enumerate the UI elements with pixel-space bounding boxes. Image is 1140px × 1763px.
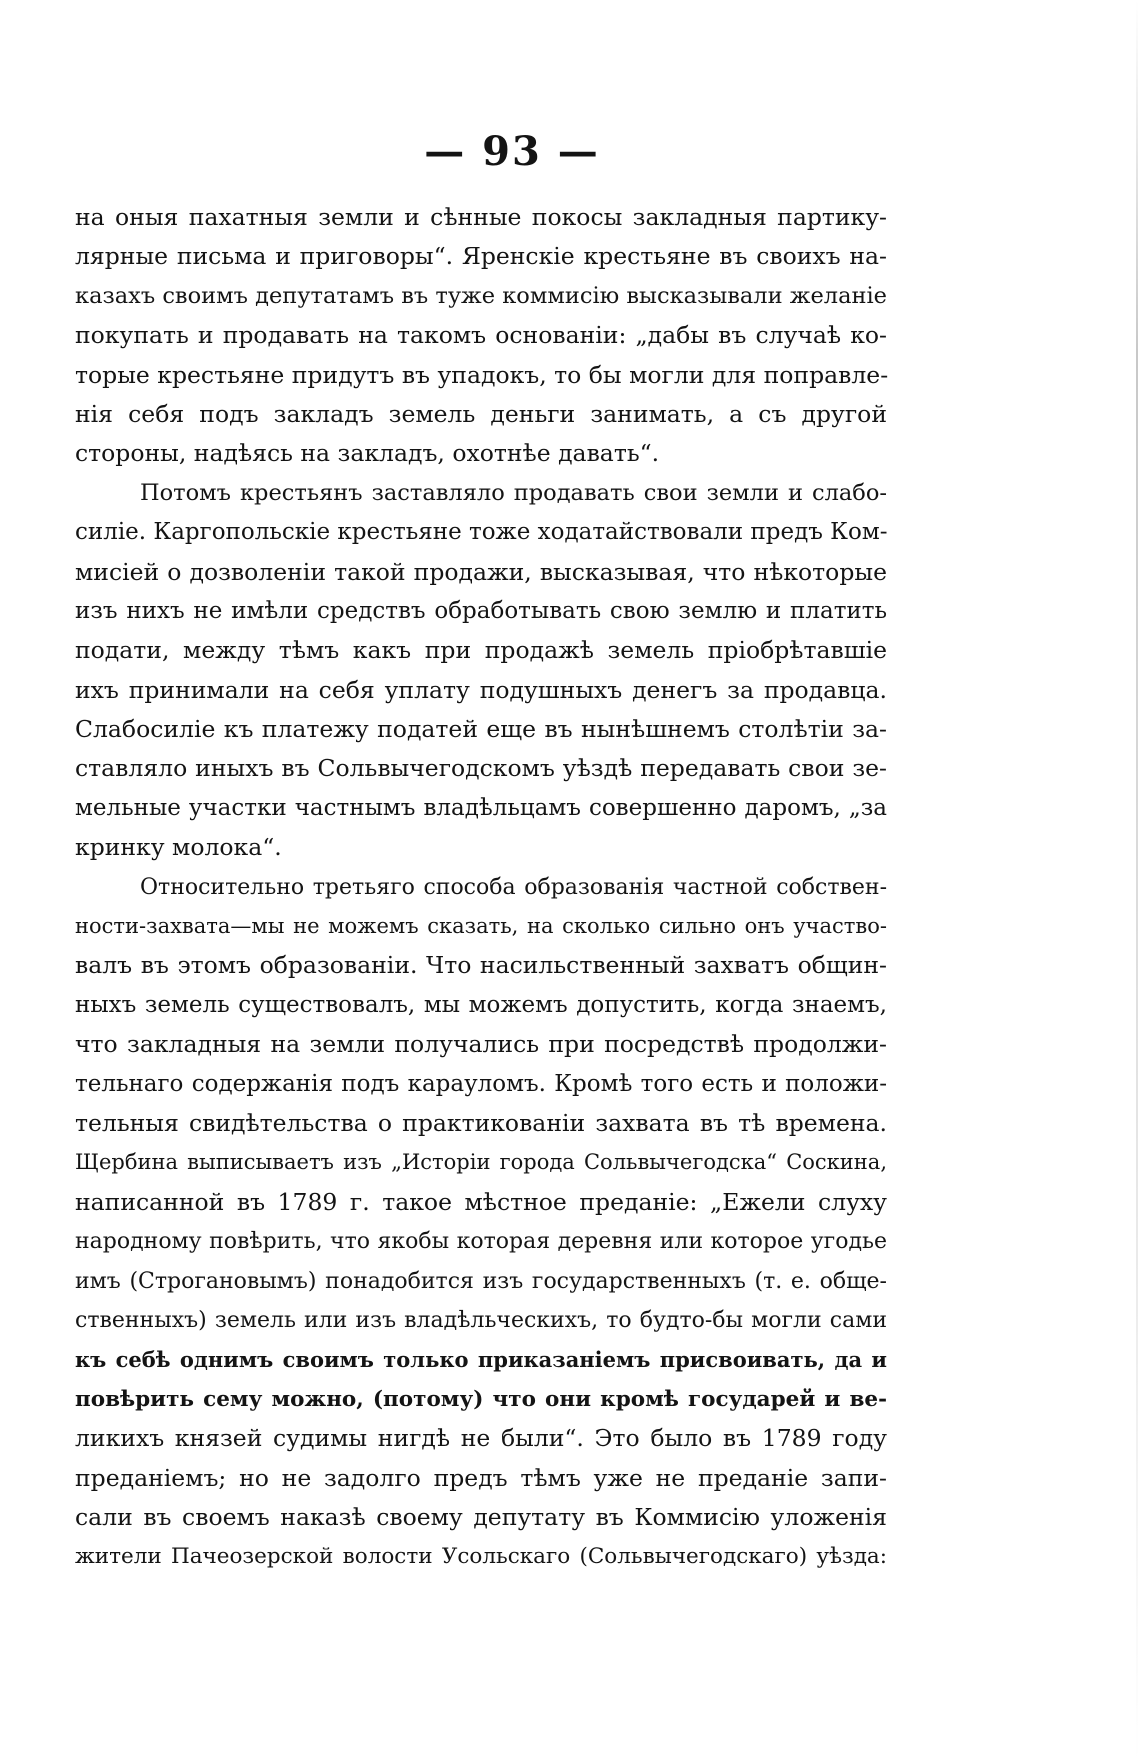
text-line: нія себя подъ закладъ земель деньги занимать, а съ другой: [75, 399, 887, 428]
text-line: ныхъ земель существовалъ, мы можемъ допустить, когда знаемъ,: [75, 991, 887, 1018]
text-line: жители Пачеозерской волости Усольскаго (Сольвычегодскаго) уѣзда:: [75, 1544, 887, 1570]
text-line: на оныя пахатныя земли и сѣнные покосы закладныя партику-: [75, 203, 887, 231]
text-line: подати, между тѣмъ какъ при продажѣ земель пріобрѣтавшіе: [75, 636, 887, 665]
text-line: Потомъ крестьянъ заставляло продавать свои земли и слабо-: [140, 479, 887, 506]
text-line: валъ въ этомъ образованіи. Что насильственный захватъ общин-: [75, 951, 887, 980]
text-line: ности-захвата—мы не можемъ сказать, на сколько сильно онъ участво-: [75, 914, 887, 939]
text-line: ихъ принимали на себя уплату подушныхъ денегъ за продавца.: [75, 675, 887, 704]
text-line: сали въ своемъ наказѣ своему депутату въ Коммисію уложенія: [75, 1502, 887, 1531]
text-line: тельныя свидѣтельства о практикованіи захвата въ тѣ времена.: [75, 1108, 887, 1137]
text-line: ственныхъ) земель или изъ владѣльческихъ, то будто-бы могли сами: [75, 1307, 887, 1333]
text-line: ликихъ князей судимы нигдѣ не были“. Это было въ 1789 году: [75, 1424, 887, 1453]
text-line: народному повѣрить, что якобы которая деревня или которое угодье: [75, 1229, 887, 1255]
text-line: лярные письма и приговоры“. Яренскіе крестьяне въ своихъ на-: [75, 242, 887, 271]
text-line: стороны, надѣясь на закладъ, охотнѣе давать“.: [75, 439, 660, 468]
text-line: торые крестьяне придутъ въ упадокъ, то бы могли для поправле-: [75, 360, 889, 389]
text-line: ставляло иныхъ въ Сольвычегодскомъ уѣздѣ передавать свои зе-: [75, 754, 887, 783]
text-line: мисіей о дозволеніи такой продажи, высказывая, что нѣкоторые: [75, 557, 887, 586]
page-edge-shadow: [1136, 0, 1138, 1763]
text-line: казахъ своимъ депутатамъ въ туже коммисію высказывали желаніе: [75, 282, 887, 309]
text-line: мельные участки частнымъ владѣльцамъ совершенно даромъ, „за: [75, 794, 887, 821]
text-line: Слабосиліе къ платежу податей еще въ нынѣшнемъ столѣтіи за-: [75, 715, 887, 744]
body-text: [75, 198, 887, 1577]
text-line: силіе. Каргопольскіе крестьяне тоже ходатайствовали предъ Ком-: [75, 519, 888, 546]
text-line: покупать и продавать на такомъ основаніи: „дабы въ случаѣ ко-: [75, 321, 887, 350]
text-line: тельнаго содержанія подъ карауломъ. Кромѣ того есть и положи-: [75, 1070, 887, 1097]
text-line: къ себѣ однимъ своимъ только приказаніемъ присвоивать, да и: [75, 1347, 887, 1373]
text-line: кринку молока“.: [75, 833, 282, 862]
text-line: что закладныя на земли получались при посредствѣ продолжи-: [75, 1030, 887, 1059]
text-line: изъ нихъ не имѣли средствъ обработывать свою землю и платить: [75, 597, 887, 624]
text-line: повѣрить сему можно, (потому) что они кромѣ государей и ве-: [75, 1386, 887, 1412]
text-line: написанной въ 1789 г. такое мѣстное преданіе: „Ежели слуху: [75, 1187, 887, 1216]
text-line: Относительно третьяго способа образованія частной собствен-: [140, 874, 887, 900]
text-line: Щербина выписываетъ изъ „Исторіи города Сольвычегодска“ Соскина,: [75, 1150, 887, 1175]
text-line: имъ (Строгановымъ) понадобится изъ государственныхъ (т. е. обще-: [75, 1268, 887, 1294]
page-number-header: — 93 —: [424, 128, 600, 175]
text-line: преданіемъ; но не задолго предъ тѣмъ уже не преданіе запи-: [75, 1463, 887, 1492]
